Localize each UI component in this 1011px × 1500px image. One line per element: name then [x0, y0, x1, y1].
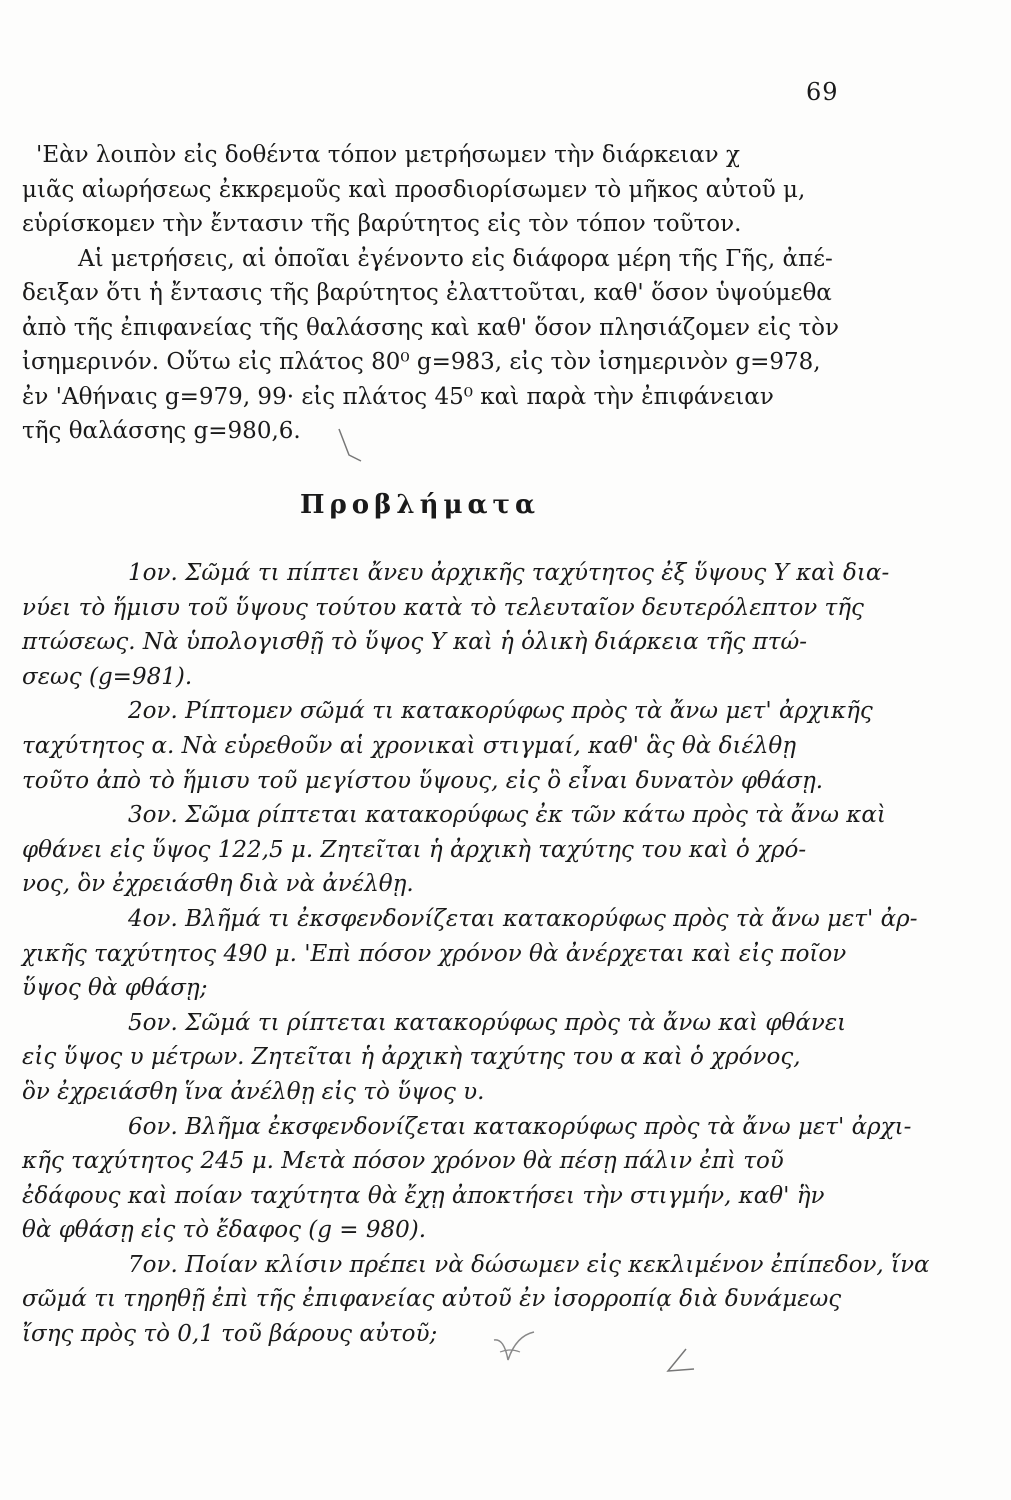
problem-line: πτώσεως. Νὰ ὑπολογισθῇ τὸ ὕψος Y καὶ ἡ ὁλικὴ διάρκεια τῆς πτώ-: [22, 629, 807, 656]
problem-line: νύει τὸ ἥμισυ τοῦ ὕψους τούτου κατὰ τὸ τελευταῖον δευτερόλεπτον τῆς: [22, 594, 864, 621]
text-line: μιᾶς αἰωρήσεως ἐκκρεμοῦς καὶ προσδιορίσωμεν τὸ μῆκος αὐτοῦ μ,: [22, 176, 806, 203]
problem-line: 5ον. Σῶμά τι ρίπτεται κατακορύφως πρὸς τὰ ἄνω καὶ φθάνει: [128, 1009, 847, 1036]
checkmark-icon: [490, 1330, 540, 1370]
problem-line: 4ον. Βλῆμά τι ἐκσφενδονίζεται κατακορύφως πρὸς τὰ ἄνω μετ' ἀρ-: [128, 905, 918, 932]
page-number: 69: [806, 78, 839, 106]
problem-line: 3ον. Σῶμα ρίπτεται κατακορύφως ἐκ τῶν κάτω πρὸς τὰ ἄνω καὶ: [128, 802, 886, 829]
pencil-mark-icon: [335, 425, 365, 465]
problem-line: τοῦτο ἀπὸ τὸ ἥμισυ τοῦ μεγίστου ὕψους, εἰς ὃ εἶναι δυνατὸν φθάσῃ.: [22, 767, 824, 794]
text-line: Αἱ μετρήσεις, αἱ ὁποῖαι ἐγένοντο εἰς διάφορα μέρη τῆς Γῆς, ἀπέ-: [78, 245, 833, 272]
pencil-tick-icon: [660, 1345, 700, 1375]
text-line: εὑρίσκομεν τὴν ἔντασιν τῆς βαρύτητος εἰς τὸν τόπον τοῦτον.: [22, 211, 742, 237]
problem-line: 1ον. Σῶμά τι πίπτει ἄνευ ἀρχικῆς ταχύτητος ἐξ ὕψους Y καὶ δια-: [128, 560, 890, 586]
problem-line: θὰ φθάσῃ εἰς τὸ ἔδαφος (g = 980).: [22, 1217, 427, 1244]
problem-line: ταχύτητος α. Νὰ εὑρεθοῦν αἱ χρονικαὶ στιγμαί, καθ' ἃς θὰ διέλθῃ: [22, 732, 797, 759]
text-line: ἰσημερινόν. Οὕτω εἰς πλάτος 80⁰ g=983, εἰς τὸν ἰσημερινὸν g=978,: [22, 349, 821, 375]
section-heading: Προβλήματα: [299, 490, 541, 520]
problem-line: 6ον. Βλῆμα ἐκσφενδονίζεται κατακορύφως πρὸς τὰ ἄνω μετ' ἀρχι-: [128, 1113, 912, 1140]
text-line: ἐν 'Αθήναις g=979, 99· εἰς πλάτος 45⁰ καὶ παρὰ τὴν ἐπιφάνειαν: [22, 383, 774, 410]
problem-line: ὃν ἐχρειάσθη ἵνα ἀνέλθῃ εἰς τὸ ὕψος υ.: [22, 1078, 485, 1105]
problem-line: φθάνει εἰς ὕψος 122,5 μ. Ζητεῖται ἡ ἀρχικὴ ταχύτης του καὶ ὁ χρό-: [22, 836, 807, 863]
problem-line: σεως (g=981).: [22, 663, 193, 690]
problem-line: ὕψος θὰ φθάσῃ;: [22, 975, 208, 1002]
problem-line: εἰς ὕψος υ μέτρων. Ζητεῖται ἡ ἀρχικὴ ταχύτης του α καὶ ὁ χρόνος,: [22, 1044, 801, 1071]
problem-line: χικῆς ταχύτητος 490 μ. 'Επὶ πόσον χρόνον θὰ ἀνέρχεται καὶ εἰς ποῖον: [22, 940, 847, 967]
intro-paragraph: [22, 138, 842, 449]
problems-list: [22, 556, 930, 1352]
problem-line: 7ον. Ποίαν κλίσιν πρέπει νὰ δώσωμεν εἰς κεκλιμένον ἐπίπεδον, ἵνα: [128, 1251, 930, 1278]
text-line: δειξαν ὅτι ἡ ἔντασις τῆς βαρύτητος ἐλαττοῦται, καθ' ὅσον ὑψούμεθα: [22, 280, 832, 306]
problem-line: ἐδάφους καὶ ποίαν ταχύτητα θὰ ἔχῃ ἀποκτήσει τὴν στιγμήν, καθ' ἣν: [22, 1182, 825, 1209]
problem-line: κῆς ταχύτητος 245 μ. Μετὰ πόσον χρόνον θὰ πέσῃ πάλιν ἐπὶ τοῦ: [22, 1148, 784, 1175]
problem-line: 2ον. Ρίπτομεν σῶμά τι κατακορύφως πρὸς τὰ ἄνω μετ' ἀρχικῆς: [128, 698, 873, 725]
text-line: ἀπὸ τῆς ἐπιφανείας τῆς θαλάσσης καὶ καθ' ὅσον πλησιάζομεν εἰς τὸν: [22, 314, 839, 341]
text-line: 'Εὰν λοιπὸν εἰς δοθέντα τόπον μετρήσωμεν τὴν διάρκειαν χ: [36, 142, 740, 168]
problem-line: σῶμά τι τηρηθῇ ἐπὶ τῆς ἐπιφανείας αὐτοῦ ἐν ἰσορροπίᾳ διὰ δυνάμεως: [22, 1286, 842, 1313]
problem-line: ἴσης πρὸς τὸ 0,1 τοῦ βάρους αὐτοῦ;: [22, 1321, 438, 1348]
problem-line: νος, ὃν ἐχρειάσθη διὰ νὰ ἀνέλθῃ.: [22, 871, 414, 898]
text-line: τῆς θαλάσσης g=980,6.: [22, 418, 301, 444]
